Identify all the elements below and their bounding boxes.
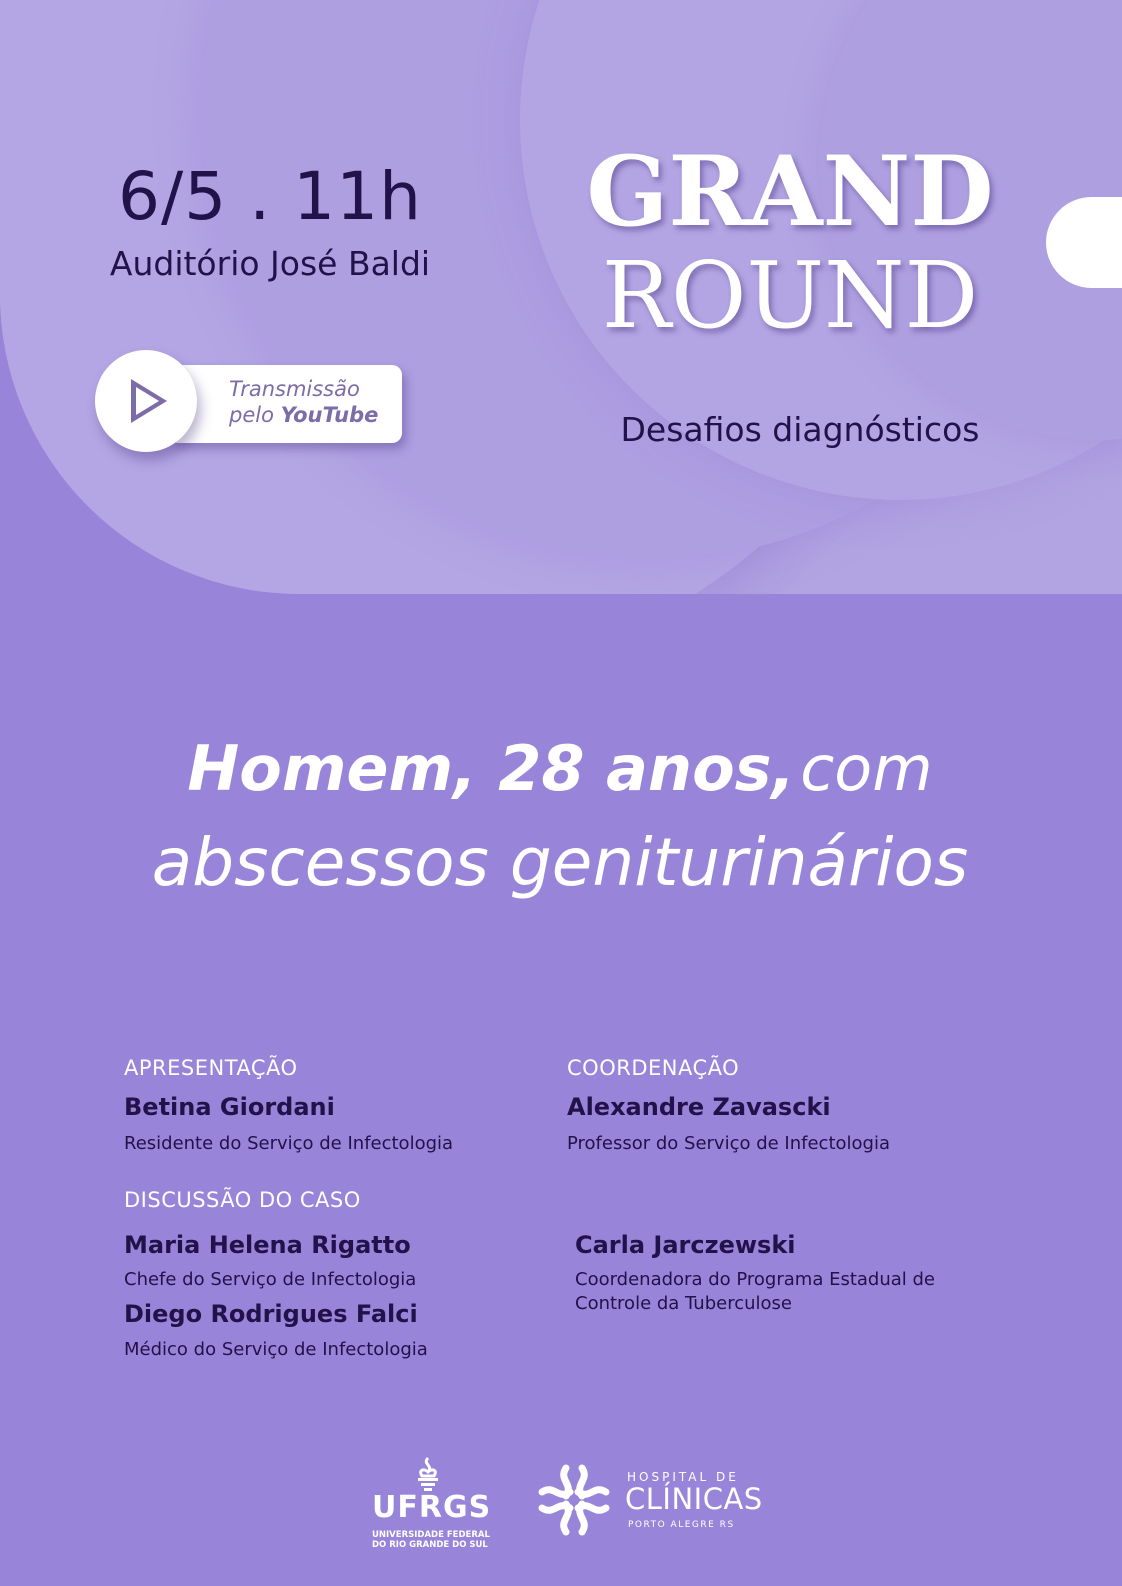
title-line2: ROUND bbox=[601, 242, 979, 349]
person-name: Carla Jarczewski bbox=[575, 1231, 796, 1259]
page-title bbox=[580, 135, 1000, 349]
title-line1: GRAND bbox=[586, 135, 994, 248]
person-role: Residente do Serviço de Infectologia bbox=[124, 1133, 454, 1154]
case-title-light: com bbox=[800, 732, 933, 805]
person-role-line2: Controle da Tuberculose bbox=[575, 1293, 792, 1314]
person-role: Chefe do Serviço de Infectologia bbox=[124, 1269, 417, 1290]
case-title-line2: abscessos geniturinários bbox=[151, 824, 969, 901]
person-role-line1: Coordenadora do Programa Estadual de bbox=[575, 1269, 935, 1290]
ufrgs-emblem-icon bbox=[408, 1456, 448, 1492]
hcpa-logo-bottom: PORTO ALEGRE RS bbox=[628, 1520, 735, 1530]
ufrgs-logo-subtitle bbox=[372, 1530, 502, 1550]
section-label-presentation: APRESENTAÇÃO bbox=[124, 1056, 298, 1080]
hcpa-logo-top: HOSPITAL DE bbox=[627, 1470, 739, 1484]
person-role bbox=[575, 1268, 995, 1316]
ufrgs-sub-line1: UNIVERSIDADE FEDERAL bbox=[372, 1530, 490, 1540]
section-label-discussion: DISCUSSÃO DO CASO bbox=[124, 1188, 361, 1212]
stream-line2-prefix: pelo bbox=[229, 403, 274, 427]
ufrgs-logo-text: UFRGS bbox=[372, 1490, 492, 1525]
event-venue: Auditório José Baldi bbox=[109, 244, 431, 283]
play-button[interactable] bbox=[95, 350, 197, 452]
person-name: Maria Helena Rigatto bbox=[124, 1231, 411, 1259]
case-title bbox=[60, 730, 1060, 902]
ufrgs-sub-line2: DO RIO GRANDE DO SUL bbox=[372, 1540, 488, 1550]
play-icon bbox=[131, 379, 167, 423]
person-name: Betina Giordani bbox=[124, 1093, 335, 1121]
person-role: Professor do Serviço de Infectologia bbox=[567, 1133, 890, 1154]
person-role: Médico do Serviço de Infectologia bbox=[124, 1339, 428, 1360]
case-title-bold: Homem, 28 anos, bbox=[187, 732, 796, 805]
event-date-time: 6/5 . 11h bbox=[118, 158, 422, 235]
person-name: Diego Rodrigues Falci bbox=[124, 1300, 418, 1328]
person-name: Alexandre Zavascki bbox=[567, 1093, 831, 1121]
page-subtitle: Desafios diagnósticos bbox=[620, 410, 980, 449]
youtube-stream-label[interactable] bbox=[229, 376, 399, 428]
stream-line2-bold: YouTube bbox=[280, 403, 379, 427]
stream-line1: Transmissão bbox=[229, 377, 360, 401]
hcpa-logo-main: CLÍNICAS bbox=[625, 1482, 763, 1516]
section-label-coordination: COORDENAÇÃO bbox=[567, 1056, 740, 1080]
hcpa-emblem-icon bbox=[536, 1462, 612, 1538]
footer-logos bbox=[0, 1450, 1122, 1560]
